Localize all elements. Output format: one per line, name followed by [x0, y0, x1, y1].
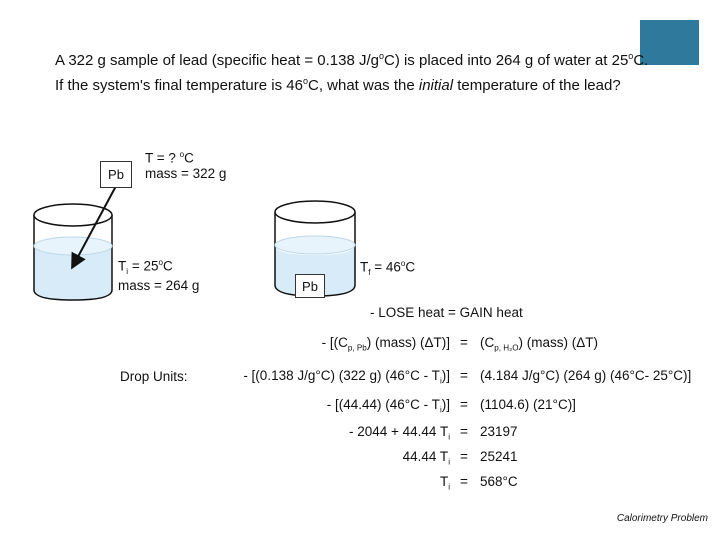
lead-temp-label: T = ? $^o$C: [145, 150, 194, 166]
equation-2-right: $(C_{p, H_2O})$ (mass) (ΔT): [480, 335, 599, 353]
problem-line-2: If the system's final temperature is 46$^o$C, what was the initial temperature of the lead?: [55, 76, 621, 94]
lead-symbol-in-water: Pb: [302, 278, 318, 294]
equation-7-eq: =: [460, 474, 468, 489]
equation-3-right: (4.184 J/g°C) (264 g) (46°C- 25°C)]: [480, 368, 692, 383]
footer-title: Calorimetry Problem: [616, 513, 708, 524]
equation-3-eq: =: [460, 368, 468, 383]
lead-mass-label: mass = 322 g: [145, 166, 227, 181]
drop-units-label: Drop Units:: [120, 369, 188, 384]
equation-5-eq: =: [460, 424, 468, 439]
equation-5-right: 23197: [480, 424, 518, 439]
equation-4-left: - [(44.44) $(46^\circ C - T_i)$]: [326, 397, 450, 415]
equation-7-right: 568°C: [480, 474, 518, 489]
equation-4-eq: =: [460, 397, 468, 412]
equation-6-right: 25241: [480, 449, 518, 464]
final-temp-label: $T_f = 46^oC$: [360, 259, 416, 278]
equation-lose-gain: - LOSE heat = GAIN heat: [370, 305, 523, 320]
equation-2-left: - [$(C_{p, Pb})$ (mass) (ΔT)]: [321, 335, 450, 353]
equation-2-eq: =: [460, 335, 468, 350]
problem-line-1: A 322 g sample of lead (specific heat = 0.138 $J/g^oC$) is placed into 264 g of water at 25$^o$C.: [55, 51, 649, 69]
beaker-1: [34, 204, 112, 300]
equation-6-eq: =: [460, 449, 468, 464]
initial-water-temp: $T_i = 25^oC$: [118, 258, 173, 277]
lead-block-in-water: [295, 274, 325, 298]
water-mass-label: mass = 264 g: [118, 278, 200, 293]
equation-3-left: - [(0.138 J/g°C) (322 g) $(46^\circ C - T_i)$]: [243, 368, 450, 386]
lead-symbol: Pb: [108, 167, 124, 182]
equation-6-left: 44.44 $T_i$: [402, 449, 450, 467]
equation-5-left: - 2044 + 44.44 $T_i$: [348, 424, 450, 442]
equation-7-left: $T_i$: [439, 474, 450, 492]
equation-4-right: (1104.6) (21°C)]: [480, 397, 576, 412]
lead-block: [100, 161, 132, 188]
